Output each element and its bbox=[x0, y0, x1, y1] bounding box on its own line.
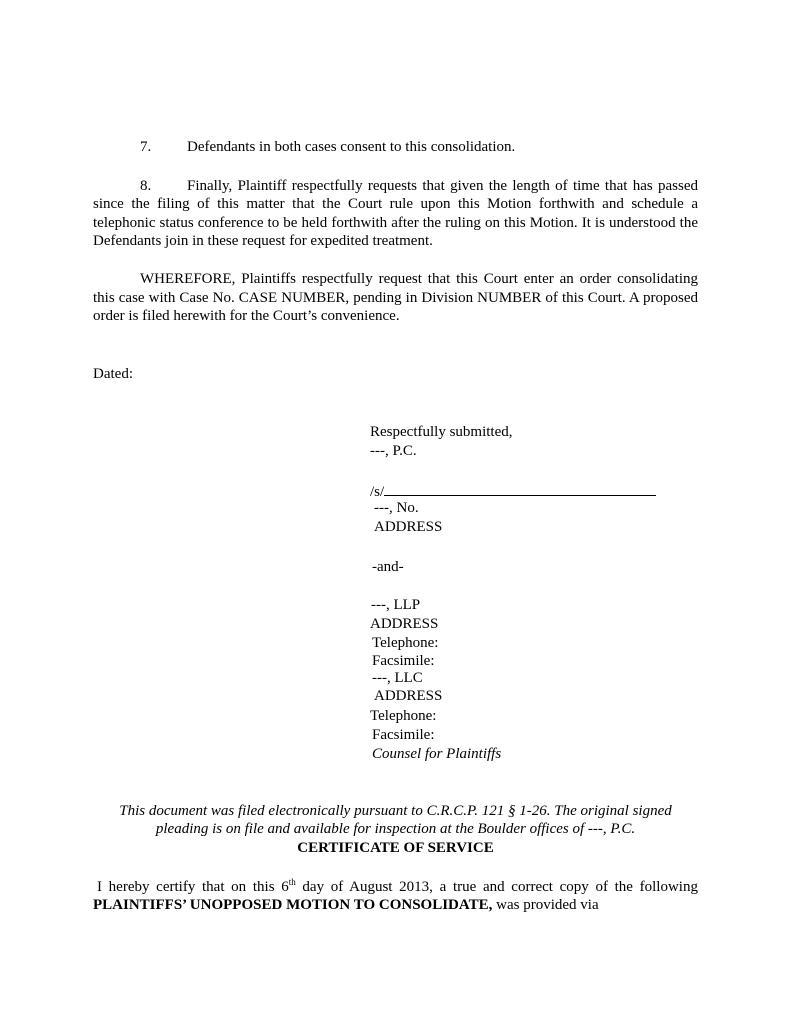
motion-title: PLAINTIFFS’ UNOPPOSED MOTION TO CONSOLIDATE, bbox=[93, 897, 493, 913]
address-2: ADDRESS bbox=[370, 616, 439, 632]
firm-name-llc: ---, LLC bbox=[372, 670, 423, 686]
filing-notice-line-2: pleading is on file and available for inspection at the Boulder offices of ---, P.C. bbox=[155, 821, 636, 837]
item-number: 7. bbox=[140, 139, 152, 155]
signature-line bbox=[370, 481, 656, 501]
dated-label: Dated: bbox=[93, 366, 133, 382]
address-3: ADDRESS bbox=[374, 688, 443, 704]
certificate-heading: CERTIFICATE OF SERVICE bbox=[297, 840, 494, 856]
wherefore-paragraph: WHEREFORE, Plaintiffs respectfully request that this Court enter an order consolidating this case with Case No. CASE NUMBER, pending in Division NUMBER of this Court. A proposed order is filed herewith for the Court’s convenience. bbox=[93, 271, 698, 324]
firm-name-llp: ---, LLP bbox=[371, 597, 421, 613]
address-1: ADDRESS bbox=[374, 519, 443, 535]
telephone-1: Telephone: bbox=[372, 635, 439, 651]
signature-underline bbox=[384, 481, 656, 496]
and-separator: -and- bbox=[372, 559, 404, 575]
item-8-number: 8. bbox=[140, 178, 152, 194]
item-text: Defendants in both cases consent to this consolidation. bbox=[187, 139, 516, 155]
certificate-line-1 bbox=[97, 878, 698, 896]
filing-notice-line-1: This document was filed electronically pursuant to C.R.C.P. 121 § 1-26. The original signed bbox=[119, 803, 672, 819]
signature-prefix: /s/ bbox=[370, 484, 385, 500]
certificate-ordinal: th bbox=[288, 877, 296, 887]
firm-name-pc: ---, P.C. bbox=[370, 443, 417, 459]
telephone-2: Telephone: bbox=[370, 708, 437, 724]
certificate-text-end: was provided via bbox=[492, 897, 599, 913]
closing: Respectfully submitted, bbox=[370, 424, 513, 440]
item-8-text: since the filing of this matter that the Court rule upon this Motion forthwith and schedule a telephonic status conference to be held forthwith after the ruling on this Motion. It is understood the Defendants join in these request for expedited treatment. bbox=[93, 196, 698, 249]
certificate-text-start: I hereby certify that on this 6 bbox=[97, 879, 289, 895]
attorney-name: ---, No. bbox=[374, 500, 419, 516]
counsel-label: Counsel for Plaintiffs bbox=[372, 746, 502, 762]
item-8-first-line: Finally, Plaintiff respectfully requests that given the length of time that has passed bbox=[187, 178, 698, 194]
certificate-line-2 bbox=[93, 896, 599, 914]
certificate-text-cont: day of August 2013, a true and correct copy of the following bbox=[295, 879, 698, 895]
facsimile-2: Facsimile: bbox=[372, 727, 435, 743]
facsimile-1: Facsimile: bbox=[372, 653, 435, 669]
item-7 bbox=[140, 138, 516, 156]
